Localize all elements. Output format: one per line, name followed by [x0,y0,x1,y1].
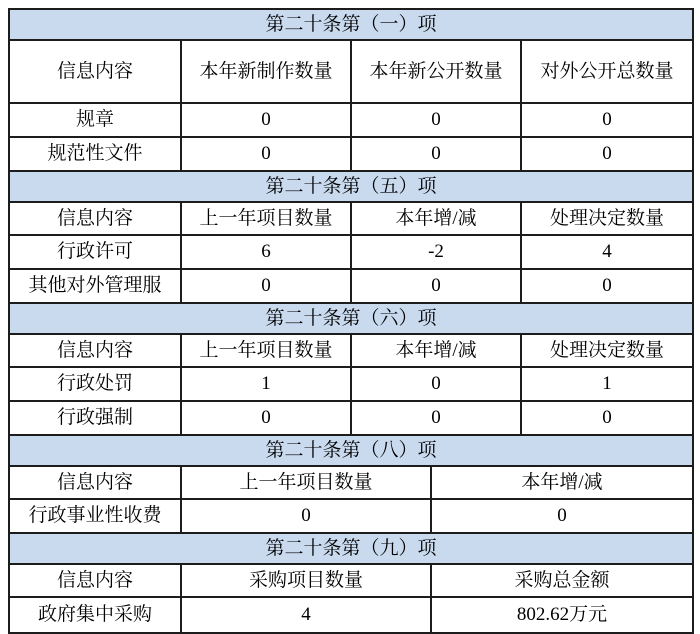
cell-value: 0 [351,103,521,137]
section-title-row [9,303,693,334]
cell-value: 0 [351,269,521,303]
cell-value: -2 [351,235,521,269]
section-article20-item6 [8,302,694,436]
column-header: 处理决定数量 [521,202,693,235]
cell-value: 0 [521,103,693,137]
cell-value: 0 [431,499,693,533]
cell-value: 0 [351,367,521,401]
row-label: 政府集中采购 [9,597,181,633]
cell-value: 1 [181,367,351,401]
section-title: 第二十条第（五）项 [9,171,693,202]
cell-value: 6 [181,235,351,269]
cell-value: 0 [181,401,351,435]
column-header-row [9,334,693,367]
section-title-row [9,533,693,564]
column-header-row [9,40,693,103]
disclosure-report-table [8,8,692,634]
column-header: 本年增/减 [351,202,521,235]
column-header: 本年新制作数量 [181,40,351,103]
column-header: 上一年项目数量 [181,466,431,499]
column-header: 处理决定数量 [521,334,693,367]
section-title-row [9,9,693,40]
cell-value: 4 [521,235,693,269]
row-label: 其他对外管理服 [9,269,181,303]
column-header: 对外公开总数量 [521,40,693,103]
cell-value: 802.62万元 [431,597,693,633]
table-row [9,137,693,171]
column-header: 信息内容 [9,564,181,597]
cell-value: 0 [181,269,351,303]
table-row [9,597,693,633]
column-header: 上一年项目数量 [181,334,351,367]
cell-value: 0 [521,137,693,171]
section-title: 第二十条第（八）项 [9,435,693,466]
column-header-row [9,466,693,499]
cell-value: 0 [351,401,521,435]
cell-value: 0 [521,401,693,435]
column-header: 采购总金额 [431,564,693,597]
row-label: 行政事业性收费 [9,499,181,533]
section-article20-item5 [8,170,694,304]
column-header: 信息内容 [9,334,181,367]
table-row [9,269,693,303]
column-header: 信息内容 [9,466,181,499]
column-header-row [9,564,693,597]
column-header: 本年新公开数量 [351,40,521,103]
row-label: 规范性文件 [9,137,181,171]
cell-value: 0 [181,137,351,171]
row-label: 行政强制 [9,401,181,435]
cell-value: 0 [351,137,521,171]
column-header: 信息内容 [9,202,181,235]
table-row [9,235,693,269]
cell-value: 0 [181,499,431,533]
cell-value: 0 [521,269,693,303]
cell-value: 4 [181,597,431,633]
column-header: 上一年项目数量 [181,202,351,235]
column-header: 采购项目数量 [181,564,431,597]
row-label: 行政处罚 [9,367,181,401]
table-row [9,103,693,137]
row-label: 规章 [9,103,181,137]
section-title-row [9,171,693,202]
section-title: 第二十条第（九）项 [9,533,693,564]
section-title: 第二十条第（一）项 [9,9,693,40]
cell-value: 0 [181,103,351,137]
column-header: 本年增/减 [431,466,693,499]
table-row [9,401,693,435]
cell-value: 1 [521,367,693,401]
column-header: 本年增/减 [351,334,521,367]
table-row [9,367,693,401]
section-title: 第二十条第（六）项 [9,303,693,334]
section-article20-item1 [8,8,694,172]
column-header: 信息内容 [9,40,181,103]
section-article20-item8 [8,434,694,534]
row-label: 行政许可 [9,235,181,269]
section-article20-item9 [8,532,694,634]
column-header-row [9,202,693,235]
table-row [9,499,693,533]
section-title-row [9,435,693,466]
